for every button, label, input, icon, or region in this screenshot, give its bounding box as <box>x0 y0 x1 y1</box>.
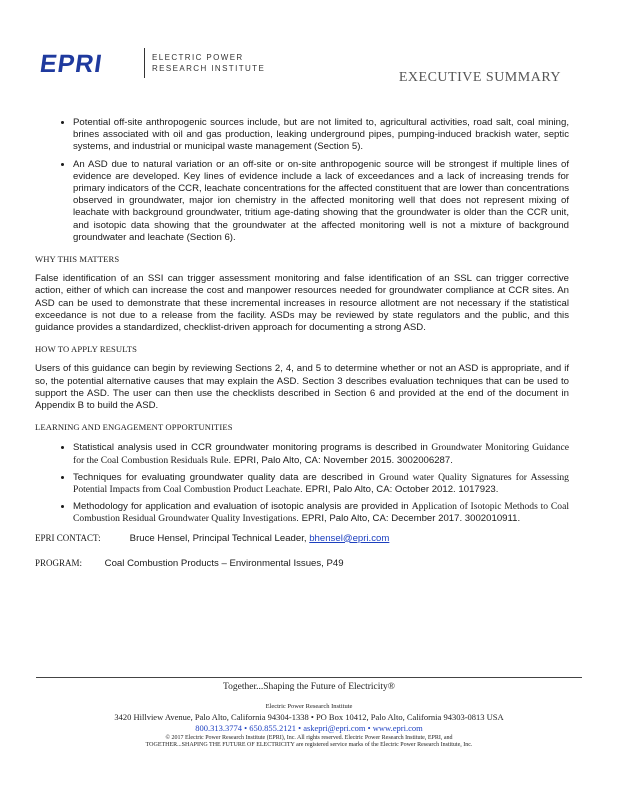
footer-tagline: Together...Shaping the Future of Electricity® <box>223 682 395 692</box>
footer-copyright: © 2017 Electric Power Research Institute (EPRI), Inc. All rights reserved. Electric Power Research Institute, EPRI, and <box>165 735 453 741</box>
logo-wordmark: EPRI <box>38 50 105 78</box>
logo-text: ELECTRIC POWER RESEARCH INSTITUTE <box>152 53 266 73</box>
logo-divider <box>144 48 145 78</box>
reference-title: Groundwater Monitoring Guidance for the Coal Combustion Residuals Rule <box>73 442 569 466</box>
epri-contact <box>35 532 569 545</box>
how-paragraph: Users of this guidance can begin by reviewing Sections 2, 4, and 5 to determine whether or not an ASD is appropriate, and if so, the potential alternative causes that may explain the ASD. Section 3 describes evaluation techniques that can be used to support the ASD. The user can then use the checklists described in Section 6 and provided at the end of the document in Appendix B to build the ASD. <box>35 363 569 412</box>
document-body <box>35 116 569 570</box>
how-heading: HOW TO APPLY RESULTS <box>35 344 137 355</box>
contact-email-link[interactable]: bhensel@epri.com <box>309 532 390 544</box>
footer-trademarks: TOGETHER...SHAPING THE FUTURE OF ELECTRICITY are registered service marks of the Electric Power Research Institute, Inc. <box>145 742 473 748</box>
why-heading: WHY THIS MATTERS <box>35 254 120 265</box>
program-value: Coal Combustion Products – Environmental Issues, P49 <box>104 557 344 569</box>
list-item: • Potential off-site anthropogenic sources include, but are not limited to, agricultural activities, road salt, coal mining, brines associated with oil and gas production, leaking underground pipes, pumping-induced brackish water, septic systems, and industrial or municipal waste management (Section 5). <box>73 116 569 154</box>
list-item: • Methodology for application and evaluation of isotopic analysis are provided in Application of Isotopic Methods to Coal Combustion Residual Groundwater Quality Investigations. EPRI, Palo Alto, CA: December 2017. 3002010911. <box>73 500 569 525</box>
list-item: • Techniques for evaluating groundwater quality data are described in Ground water Quality Signatures for Assessing Potential Impacts from Coal Combustion Product Leachate. EPRI, Palo Alto, CA: October 2012. 1017923. <box>73 471 569 496</box>
program-label: PROGRAM: <box>35 557 83 568</box>
top-bullet-list <box>35 116 569 244</box>
learning-list <box>35 441 569 525</box>
why-paragraph: False identification of an SSI can trigger assessment monitoring and false identification of an SSL can trigger corrective action, either of which can increase the cost and manpower resources needed for groundwater compliance at CCR sites. An ASD can be used to demonstrate that these incremental increases in resource allotment are not necessary if the statistical exceedance is not due to a release from the facility. ASDs may be reviewed by state regulators and the public, and this guidance provides a standardized, checklist-driven approach for documenting a strong ASD. <box>35 273 569 334</box>
contact-name: Bruce Hensel, Principal Technical Leader, <box>129 532 307 544</box>
program-line <box>35 557 569 570</box>
footer-address: 3420 Hillview Avenue, Palo Alto, California 94304-1338 • PO Box 10412, Palo Alto, California 94303-0813 USA <box>114 712 504 722</box>
reference-title: Application of Isotopic Methods to Coal Combustion Residual Groundwater Quality Investigations <box>73 501 569 525</box>
page-section-title: EXECUTIVE SUMMARY <box>398 70 561 85</box>
list-item: • An ASD due to natural variation or an off-site or on-site anthropogenic source will be strongest if multiple lines of evidence are developed. Key lines of evidence include a lack of exceedances and a lack of increasing trends for primary indicators of the CCR, leachate concentrations for the affected constituent that are lower than concentrations observed in groundwater, major ion chemistry in the affected monitoring well that does not represent mixing of leachate with background groundwater, tritium age-dating showing that the groundwater is older than the CCR unit, and isotopic data showing that the groundwater at the affected monitoring well is not a mixture of background groundwater and leachate (Section 6). <box>73 158 569 244</box>
footer-org: Electric Power Research Institute <box>265 703 353 710</box>
footer-divider <box>36 677 582 678</box>
footer-contacts[interactable]: 800.313.3774 • 650.855.2121 • askepri@epri.com • www.epri.com <box>195 723 423 733</box>
learning-heading: LEARNING AND ENGAGEMENT OPPORTUNITIES <box>35 422 233 433</box>
list-item: • Statistical analysis used in CCR groundwater monitoring programs is described in Groundwater Monitoring Guidance for the Coal Combustion Residuals Rule. EPRI, Palo Alto, CA: November 2015. 3002006287. <box>73 441 569 466</box>
reference-title: Ground water Quality Signatures for Assessing Potential Impacts from Coal Combustion Product Leachate <box>73 471 569 496</box>
contact-label: EPRI CONTACT: <box>35 532 101 543</box>
